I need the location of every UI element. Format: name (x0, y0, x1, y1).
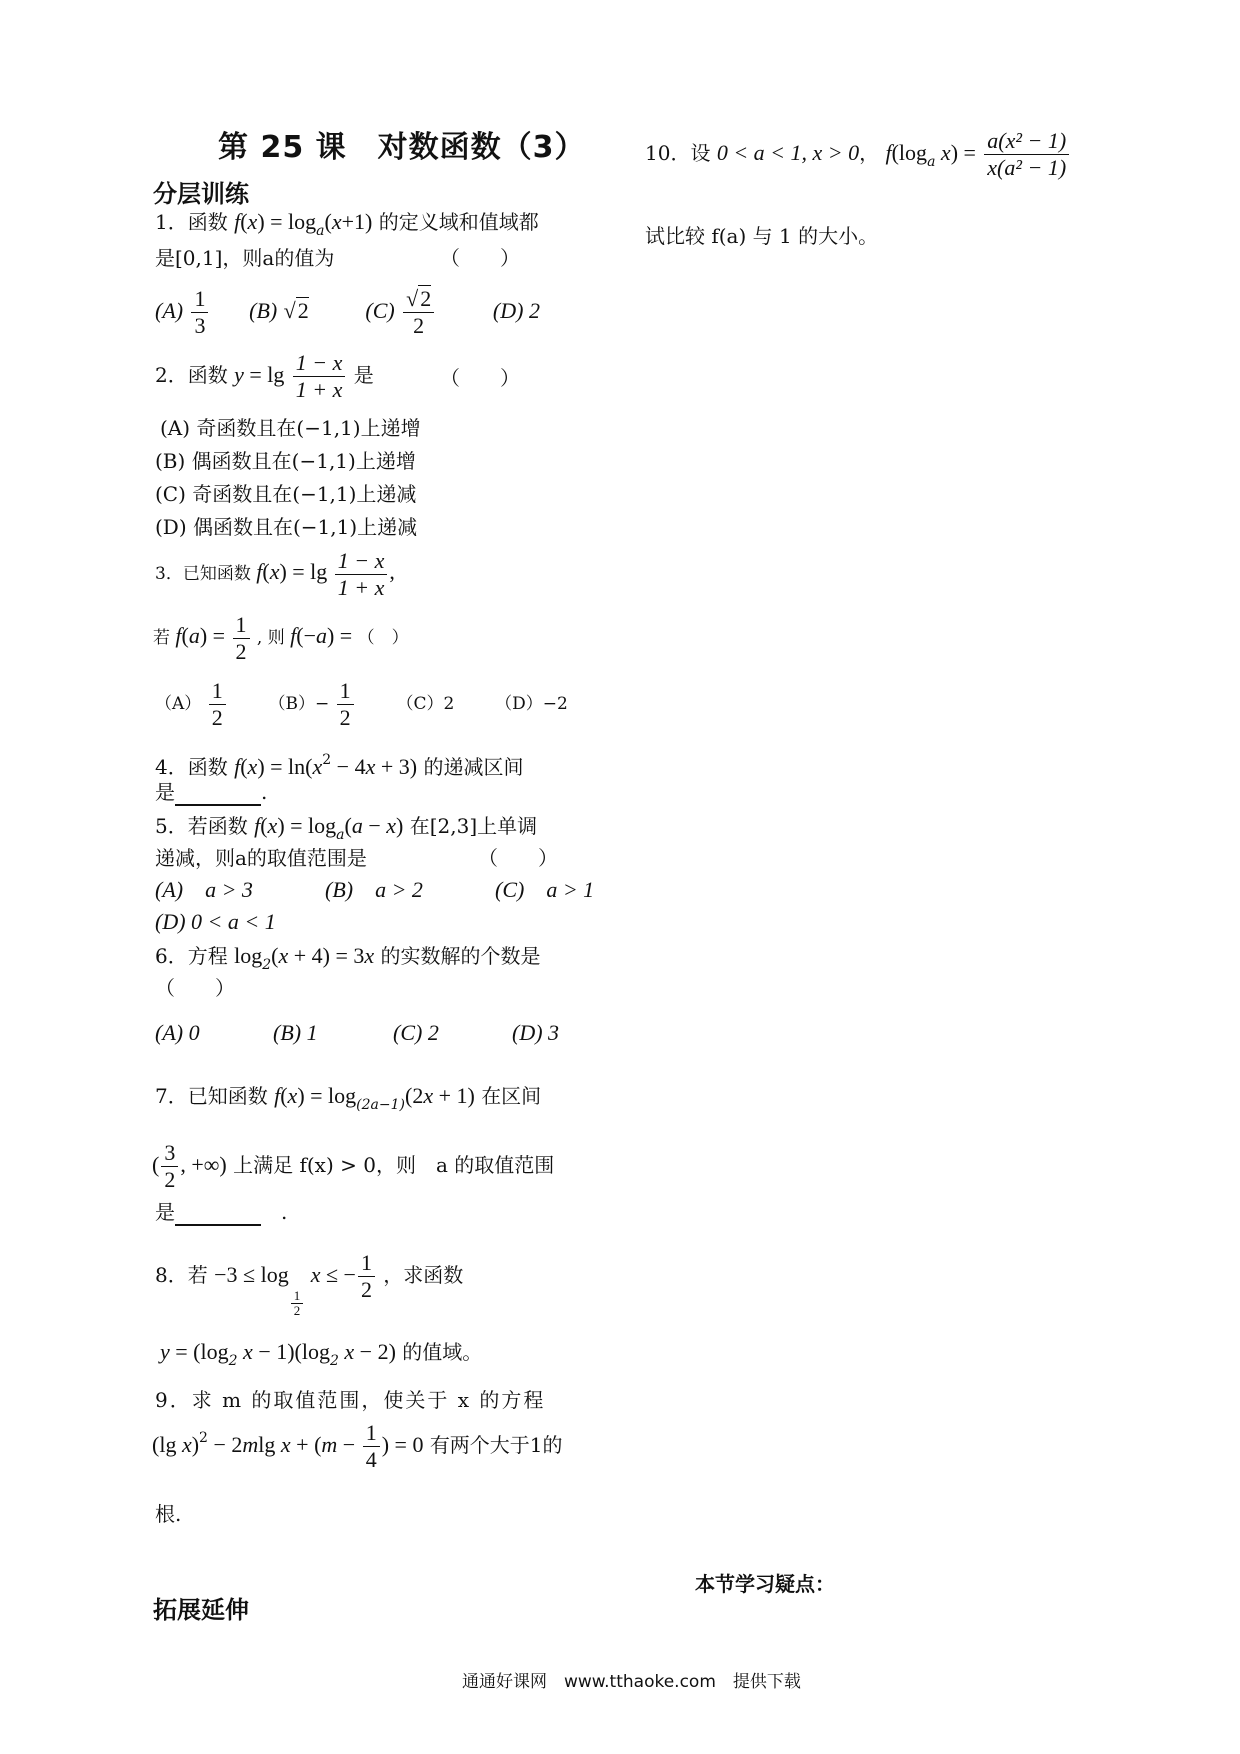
q1-line2: 是[0,1]，则a的值为 (155, 246, 335, 270)
question-7-line2: ( $\frac{3}{2}$ , +∞) 上满足 f(x) > 0，则 a 的取值范围 (152, 1140, 555, 1192)
q3-options: （A） $\frac{1}{2}$ （B）− $\frac{1}{2}$ （C）2 （D）−2 (155, 678, 568, 730)
q3-option-d: （D）−2 (495, 694, 568, 714)
q5-line2: 递减，则a的取值范围是 (155, 846, 367, 870)
q8-line2-suffix: 的值域。 (402, 1340, 483, 1364)
q5-option-a: (A) a > 3 (155, 877, 253, 902)
question-10-line2: 试比较 f(a) 与 1 的大小。 (645, 224, 879, 248)
q10-fraction: $\frac{\text{a(x² − 1)}}{\text{x(a² − 1)}}$ (984, 128, 1069, 181)
q6-suffix: 的实数解的个数是 (380, 944, 541, 968)
q1-option-a-fraction: $\frac{1}{3}$ (191, 286, 208, 339)
q2-option-d: (D) 偶函数且在(−1,1)上递减 (155, 515, 418, 539)
question-8-line2: $y = (\log_2$ $x - 1)(\log_2$ x − 2) 的值域。 (160, 1339, 483, 1369)
q1-formula: f (234, 209, 241, 234)
q3-option-b: （B）− (268, 694, 330, 714)
q5-prefix: 5．若函数 (155, 814, 248, 838)
question-8: 8．若 −3 ≤ log $\frac{1}{2}$ x ≤ − $\frac{1}{2}$ ，求函数 (155, 1250, 464, 1318)
question-9-line2: (lg x)$^2$ − 2mlg x + (m − $\frac{1}{4}$ ) = 0 有两个大于1的 (152, 1420, 563, 1472)
q7-suffix: 在区间 (481, 1084, 542, 1108)
q7-line3: 是 (155, 1200, 175, 1224)
question-7-line3: 是 . (155, 1200, 288, 1224)
q6-option-a: (A) 0 (155, 1020, 200, 1045)
q4-answer-blank[interactable] (175, 784, 261, 806)
q4-suffix: 的递减区间 (423, 755, 524, 779)
q7-answer-blank[interactable] (175, 1204, 261, 1226)
q10-prefix: 10．设 (645, 141, 711, 165)
q1-option-c: (C) (365, 298, 395, 323)
q7-fraction: $\frac{3}{2}$ (161, 1140, 178, 1193)
q1-option-c-fraction: $\frac{√2}{2}$ (403, 286, 434, 339)
question-3: 3．已知函数 f(x) = lg $\frac{1 - x}{1 + x}$ , (155, 548, 395, 600)
q4-line2: 是 (155, 780, 175, 804)
q2-option-b: (B) 偶函数且在(−1,1)上递增 (155, 449, 416, 473)
q1-mid: 的定义域和值域都 (378, 210, 539, 234)
q8-base-fraction: $\frac{1}{2}$ (291, 1289, 304, 1318)
q1-paren: （ ） (440, 246, 520, 270)
q5-option-c: (C) a > 1 (495, 877, 595, 902)
question-2: 2．函数 y = lg $\frac{1 - x}{1 + x}$ 是 (155, 350, 374, 402)
question-1-line2 (155, 244, 334, 272)
q5-option-d: (D) 0 < a < 1 (155, 909, 276, 934)
q8-suffix: ，求函数 (383, 1263, 464, 1287)
q3-line2-mid: , 则 (256, 628, 285, 648)
q3-option-c: （C）2 (396, 694, 455, 714)
footer-text: 通通好课网 www.tthaoke.com 提供下载 (462, 1672, 801, 1692)
q1-option-a: (A) (155, 298, 184, 323)
q5-mid: 在[2,3]上单调 (409, 814, 538, 838)
question-5-line2 (155, 844, 367, 872)
question-7: 7．已知函数 $f(x) = \log_{(2a-1)}(2x + 1)$ 在区间 (155, 1083, 542, 1113)
q1-option-d: (D) 2 (492, 298, 540, 323)
q5-option-b: (B) a > 2 (325, 877, 423, 902)
question-3-line2: 若 f(a) = $\frac{1}{2}$ , 则 f(−a) = （ ） (153, 612, 409, 664)
q2-paren: （ ） (440, 366, 520, 390)
q2-fraction: $\frac{1 - x}{1 + x}$ (293, 350, 346, 403)
q8-prefix: 8．若 (155, 1263, 208, 1287)
section-heading-layered: 分层训练 (153, 180, 249, 208)
page-title: 第 25 课 对数函数（3） (218, 130, 586, 165)
q2-prefix: 2．函数 (155, 363, 228, 387)
q1-prefix: 1．函数 (155, 210, 228, 234)
q5-paren: （ ） (478, 846, 558, 870)
q2-option-c: (C) 奇函数且在(−1,1)上递减 (155, 482, 417, 506)
q6-option-c: (C) 2 (393, 1020, 439, 1045)
question-5: 5．若函数 $f(x) = \log_a(a - x)$ 在[2,3]上单调 (155, 813, 538, 843)
question-1: 1．函数 $f(x) = \log_a(x+1)$ 的定义域和值域都 (155, 209, 539, 239)
q10-condition: 0 < a < 1, x > 0 (716, 140, 860, 165)
question-4-line2: 是 . (155, 780, 268, 804)
q3-half: $\frac{1}{2}$ (233, 612, 250, 665)
q6-paren: （ ） (155, 976, 235, 1000)
q3-fraction: $\frac{1 - x}{1 + x}$ (335, 548, 388, 601)
q4-prefix: 4．函数 (155, 755, 228, 779)
q1-options (155, 286, 540, 339)
q6-option-d: (D) 3 (512, 1020, 560, 1045)
q9-line2-suffix: 有两个大于1的 (429, 1433, 563, 1457)
q3-prefix: 3．已知函数 (155, 564, 251, 584)
question-6: 6．方程 $\log_2(x + 4) = 3x$ 的实数解的个数是 (155, 943, 541, 973)
section-heading-doubts: 本节学习疑点： (695, 1572, 835, 1596)
q3-line2-prefix: 若 (153, 628, 170, 648)
q8-bound-fraction: $\frac{1}{2}$ (358, 1250, 375, 1303)
q6-prefix: 6．方程 (155, 944, 228, 968)
question-9: 9．求 m 的取值范围，使关于 x 的方程 (155, 1388, 546, 1412)
q7-prefix: 7．已知函数 (155, 1084, 268, 1108)
q3-option-a: （A） (155, 694, 202, 714)
section-heading-extension: 拓展延伸 (153, 1596, 249, 1624)
q7-line2-mid: 上满足 f(x) > 0，则 a 的取值范围 (233, 1153, 555, 1177)
question-9-line3: 根. (155, 1502, 182, 1526)
q2-option-a: (A) 奇函数且在(−1,1)上递增 (160, 416, 421, 440)
question-4: 4．函数 $f(x) = \ln(x^2 - 4x + 3)$ 的递减区间 (155, 752, 524, 779)
q1-option-b-sqrt: √2 (283, 298, 309, 323)
q3-paren: （ ） (357, 628, 409, 648)
q1-option-b: (B) (249, 298, 278, 323)
question-10: 10．设 0 < a < 1, x > 0， $f(\log_a$ x) = $\frac{\text{a(x² − 1)}}{\text{x(a² − 1)}}$ (645, 128, 1071, 181)
q2-suffix: 是 (353, 363, 374, 387)
q6-option-b: (B) 1 (273, 1020, 318, 1045)
q9-fraction: $\frac{1}{4}$ (363, 1420, 380, 1473)
